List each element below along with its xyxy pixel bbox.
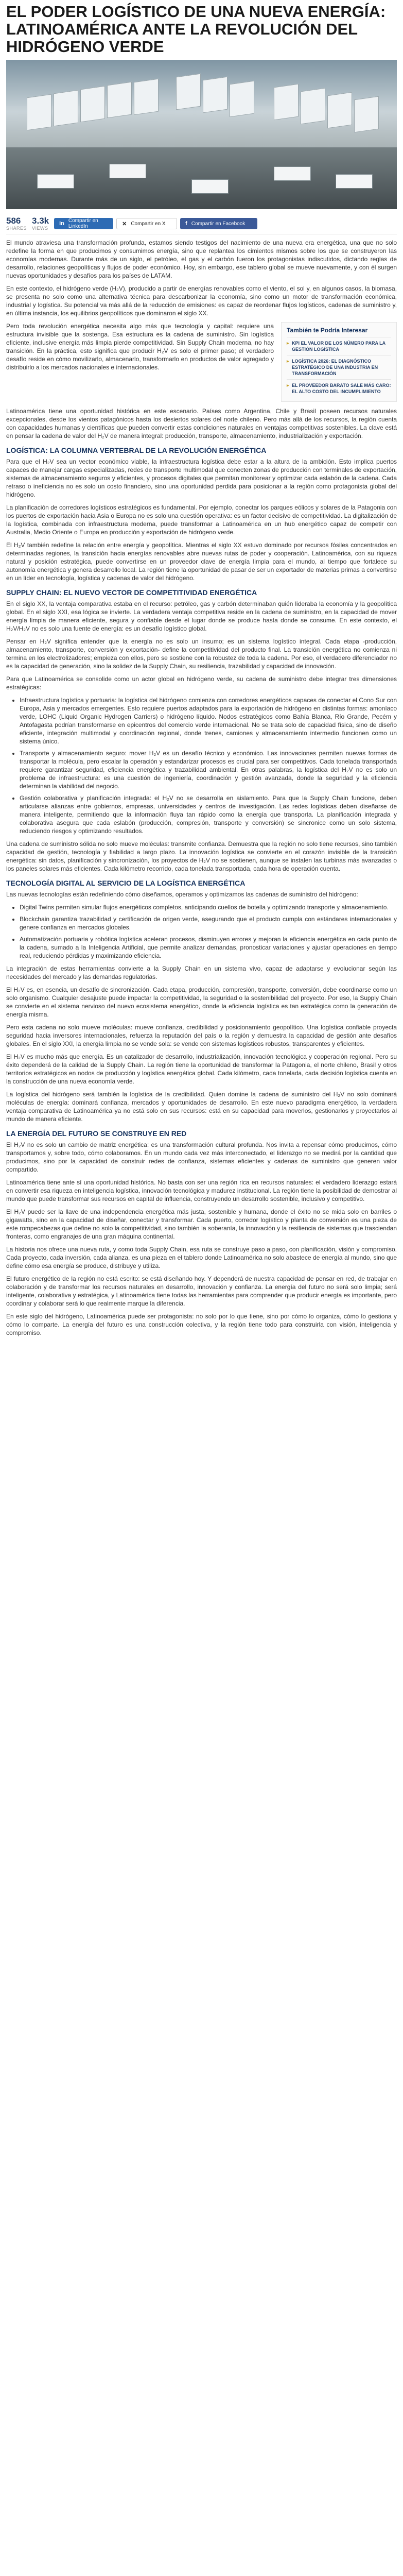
facebook-icon: f — [185, 221, 187, 227]
list-item: • Gestión colaborativa y planificación integrada: el H₂V no se desarrolla en aislamiento. Para que la Supply Chain funcione, deben articularse alianzas entre gobiernos, empresas, universidades y centros de investigación. Las redes logísticas deben diseñarse de manera inteligente, permitiendo que la información fluya tan rápido como la energía que transporta. La planificación integrada y colaborativa asegura que cada eslabón (producción, compresión, transporte y conversión) se sincronice como un solo sistema, reduciendo riesgos y optimizando resultados. — [20, 794, 397, 835]
list-item: • Digital Twins permiten simular flujos energéticos completos, anticipando cuellos de botella y optimizando transporte y almacenamiento. — [20, 903, 397, 911]
section-heading: SUPPLY CHAIN: EL NUEVO VECTOR DE COMPETITIVIDAD ENERGÉTICA — [6, 588, 257, 597]
intro-paragraph: El mundo atraviesa una transformación profunda, estamos siendo testigos del nacimiento de una nueva era energética, una que no solo redefine la forma en que producimos y consumimos energía, sino que replantea los cimientos mismos sobre los que se construyeron las economías modernas. Durante más de un siglo, el petróleo, el gas y el carbón fueron los protagonistas indiscutidos, dictando reglas de desarrollo, relaciones geopolíticas y flujos de poder económico. Hoy, sin embargo, ese tablero global se mueve nuevamente, y con él surgen nuevas oportunidades y desafíos para los países de LATAM. — [6, 239, 397, 279]
related-link[interactable]: ▶ EL PROVEEDOR BARATO SALE MÁS CARO: EL ALTO COSTO DEL INCUMPLIMIENTO — [287, 379, 391, 397]
paragraph: En el siglo XX, la ventaja comparativa estaba en el recurso: petróleo, gas y carbón determinaban quién lideraba la economía y la geopolítica global. En el siglo XXI, esa lógica se invierte. La verdadera ventaja competitiva reside en la cadena de suministro, en la capacidad de mover energía limpia de manera eficiente, segura y confiable desde el lugar donde se produce hasta donde se consume. En este contexto, el H₂V/H₂V no es solo una fuente de energía: es un desafío logístico global. — [6, 600, 397, 632]
dimensions-list — [6, 696, 397, 835]
paragraph: La historia nos ofrece una nueva ruta, y como toda Supply Chain, esa ruta se construye paso a paso, con planificación, visión y compromiso. Cada proyecto, cada inversión, cada alianza, es una pieza en el tablero donde Latinoamérica no solo abastece de energía al mundo, sino que define cómo esa energía se produce, distribuye y utiliza. — [6, 1246, 397, 1269]
section-heading: LA ENERGÍA DEL FUTURO SE CONSTRUYE EN RED — [6, 1129, 187, 1138]
paragraph: Para que el H₂V sea un vector económico viable, la infraestructura logística debe estar a la altura de la ambición. Esto implica puertos capaces de manejar cargas especializadas, redes de transporte multimodal que conecten zonas de producción con terminales de exportación, sistemas de almacenamiento seguros y eficientes, y procesos digitales que permitan monitorear y optimizar cada eslabón de la cadena. Cada retraso o ineficiencia no es solo un costo financiero, sino una oportunidad perdida para posicionar a la región como protagonista global del hidrógeno. — [6, 458, 397, 498]
paragraph: El H₂V puede ser la llave de una independencia energética más justa, sostenible y humana, donde el éxito no se mida solo en barriles o gigawatts, sino en la capacidad de diseñar, conectar y transformar. Cada puerto, corredor logístico y planta de conversión es una pieza de este rompecabezas que define no solo la competitividad, sino también la soberanía, la innovación y la resiliencia de sistemas que trasciendan fronteras, como engranajes de una gran máquina continental. — [6, 1208, 397, 1240]
paragraph: En este contexto, el hidrógeno verde (H₂V), producido a partir de energías renovables como el viento, el sol y, en algunos casos, la biomasa, se presenta no solo como una alternativa técnica para descarbonizar la economía, sino como un motor de transformación económica, industrial y logística. Su potencial va más allá de la reducción de emisiones: es capaz de reordenar flujos logísticos, cadenas de suministro y, en última instancia, los equilibrios geopolíticos que dominaron el siglo XX. — [6, 285, 397, 317]
paragraph: La integración de estas herramientas convierte a la Supply Chain en un sistema vivo, capaz de adaptarse y evolucionar según las necesidades del mercado y las demandas regulatorias. — [6, 965, 397, 980]
list-item: • Infraestructura logística y portuaria: la logística del hidrógeno comienza con corredores energéticos capaces de conectar el Cono Sur con Europa, Asia y mercados emergentes. Esto requiere puertos adaptados para la exportación de hidrógeno en distintas formas: amoníaco verde, LOHC (Liquid Organic Hydrogen Carriers) o hidrógeno líquido. Nodos estratégicos como Bahía Blanca, Río Grande, Pecém y Antofagasta podrían transformarse en epicentros del comercio verde internacional. No se trata solo de capacidad física, sino de diseño eficiente, integración multimodal y coordinación regional, donde trenes, camiones y almacenamiento intermedio funcionen como un sistema único. — [20, 696, 397, 745]
paragraph: Las nuevas tecnologías están redefiniendo cómo diseñamos, operamos y optimizamos las cadenas de suministro del hidrógeno: — [6, 891, 358, 898]
views-count: 3.3k — [32, 216, 49, 226]
linkedin-icon: in — [59, 221, 64, 227]
paragraph: Latinoamérica tiene una oportunidad histórica en este escenario. Países como Argentina, Chile y Brasil poseen recursos naturales excepcionales, desde los vientos patagónicos hasta los desiertos solares del norte chileno. Pero más allá de los recursos, la región cuenta con capacidades humanas y científicas que pueden convertir estas condiciones naturales en ventajas competitivas sostenibles. La clave está en pensar la cadena de valor del H₂V de manera integral: producción, transporte, almacenamiento, industrialización y exportación. — [6, 408, 397, 439]
section-heading: LOGÍSTICA: LA COLUMNA VERTEBRAL DE LA REVOLUCIÓN ENERGÉTICA — [6, 446, 267, 454]
shares-count: 586 — [6, 216, 21, 226]
content-with-sidebar — [6, 322, 397, 407]
technology-list — [6, 903, 397, 960]
shares-label: SHARES — [6, 226, 27, 231]
related-link[interactable]: ▶ KPI EL VALOR DE LOS NÚMERO PARA LA GESTIÓN LOGÍSTICA — [287, 337, 391, 355]
share-facebook-button[interactable] — [180, 218, 257, 229]
paragraph: El H₂V no es solo un cambio de matriz energética: es una transformación cultural profunda. Nos invita a repensar cómo producimos, cómo transportamos y, sobre todo, cómo colaboramos. En un mundo cada vez más interconectado, el liderazgo no se medirá por la cantidad que producimos, sino por la capacidad de construir redes de confianza, sistemas eficientes y cadenas de suministro que generen valor compartido. — [6, 1141, 397, 1173]
views-label: VIEWS — [32, 226, 48, 231]
paragraph: Una cadena de suministro sólida no solo mueve moléculas: transmite confianza. Demuestra que la región no solo tiene recursos, sino también capacidad de gestión, tecnología y fiabilidad a largo plazo. La innovación logística se convierte en el corazón invisible de la transición energética: sin datos, planificación y sincronización, los proyectos de H₂V no se sostienen, aunque se instalen las turbinas más avanzadas o los paneles solares más eficientes. Cada kilómetro recorrido, cada tonelada transportada, cada hora de operación cuenta. — [6, 840, 397, 872]
shares-stat — [6, 216, 27, 231]
paragraph: La planificación de corredores logísticos estratégicos es fundamental. Por ejemplo, conectar los parques eólicos y solares de la Patagonia con los puertos de exportación hacia Asia o Europa no es solo una cuestión operativa: es un factor decisivo de competitividad. La digitalización de la logística, combinada con infraestructura moderna, puede transformar a Latinoamérica en un hub energético capaz de competir con Australia, Medio Oriente o Europa en producción y exportación de hidrógeno verde. — [6, 504, 397, 536]
paragraph: Pensar en H₂V significa entender que la energía no es solo un insumo; es un sistema logístico integral. Cada etapa -producción, almacenamiento, transporte, conversión y exportación- define la competitividad del producto final. La transición energética no comienza ni termina en los electrolizadores; empieza con ellos, pero se sostiene con la robustez de toda la cadena. Por eso, el verdadero diferenciador no es la capacidad de generación, sino la solidez de la Supply Chain, su resiliencia, trazabilidad y capacidad de innovación. — [6, 638, 397, 670]
paragraph: Para que Latinoamérica se consolide como un actor global en hidrógeno verde, su cadena de suministro debe integrar tres dimensiones estratégicas: — [6, 675, 397, 691]
share-linkedin-button[interactable] — [54, 218, 113, 229]
paragraph: El futuro energético de la región no está escrito: se está diseñando hoy. Y dependerá de nuestra capacidad de pensar en red, de trabajar en colaboración y de transformar los recursos naturales en desarrollo, innovación y confianza. La energía del futuro no será solo limpia; será inteligente, colaborativa y estratégica, y Latinoamérica tiene todas las herramientas para comprender que producir energía es importante, pero coordinar y colaborar será lo que realmente marque la diferencia. — [6, 1275, 397, 1307]
paragraph: El H₂V es mucho más que energía. Es un catalizador de desarrollo, industrialización, innovación tecnológica y cooperación regional. Pero su éxito dependerá de la calidad de la Supply Chain. La región tiene la oportunidad de transformar la Patagonia, el norte chileno, Brasil y otros territorios estratégicos en nodos de producción y logística energética global. Cada kilómetro, cada tonelada, cada decisión logística cuenta en la construcción de una nueva economía verde. — [6, 1053, 397, 1085]
share-x-button[interactable] — [116, 218, 177, 229]
related-link[interactable]: ▶ LOGÍSTICA 2026: EL DIAGNÓSTICO ESTRATÉGICO DE UNA INDUSTRIA EN TRANSFORMACIÓN — [287, 355, 391, 379]
paragraph: La logística del hidrógeno será también la logística de la credibilidad. Quien domine la cadena de suministro del H₂V no solo dominará moléculas de energía: dominará confianza, mercados y oportunidades de desarrollo. En este nuevo paradigma energético, la verdadera ventaja comparativa de Latinoamérica ya no está solo en sus recursos: está en su capacidad para moverlos, gestionarlos y proyectarlos al mundo de manera eficiente. — [6, 1091, 397, 1123]
share-linkedin-label: Compartir en LinkedIn — [68, 218, 98, 229]
share-facebook-label: Compartir en Facebook — [191, 221, 246, 227]
views-stat — [32, 216, 49, 231]
paragraph: Pero toda revolución energética necesita algo más que tecnología y capital: requiere una estructura invisible que la sostenga. Esa estructura es la cadena de suministro. Sin logística eficiente, inclusive energía más limpia pierde competitividad. Sin Supply Chain moderna, no hay transición. En la práctica, esto significa que producir H₂V es solo el primer paso; el verdadero desafío reside en cómo movilizarlo, almacenarlo, transformarlo en productos de valor agregado y distribuirlo a los mercados nacionales e internacionales. — [6, 323, 274, 371]
share-x-label: Compartir en X — [131, 221, 166, 227]
list-item: • Automatización portuaria y robótica logística aceleran procesos, disminuyen errores y mejoran la eficiencia energética en cada punto de la cadena, sumado a la Inteligencia Artificial, que permite analizar demandas, pronosticar variaciones y ajustar operaciones en tiempo real, reduciendo pérdidas y maximizando eficiencia. — [20, 935, 397, 960]
paragraph: En este siglo del hidrógeno, Latinoamérica puede ser protagonista: no solo por lo que tiene, sino por cómo lo organiza, cómo lo gestiona y cómo lo comparte. La energía del futuro es una construcción colectiva, y la región tiene todo para construirla con visión, inteligencia y compromiso. — [6, 1313, 397, 1336]
hero-image — [6, 60, 397, 209]
x-icon: ✕ — [122, 221, 127, 227]
list-item: • Blockchain garantiza trazabilidad y certificación de origen verde, asegurando que el producto cumpla con estándares internacionales y genere confianza en mercados globales. — [20, 915, 397, 931]
section-heading: TECNOLOGÍA DIGITAL AL SERVICIO DE LA LOGÍSTICA ENERGÉTICA — [6, 879, 246, 887]
share-bar — [6, 213, 397, 234]
page-title: EL PODER LOGÍSTICO DE UNA NUEVA ENERGÍA: LATINOAMÉRICA ANTE LA REVOLUCIÓN DEL HIDRÓGENO VERDE — [6, 3, 386, 56]
paragraph: Pero esta cadena no solo mueve moléculas: mueve confianza, credibilidad y posicionamiento geopolítico. Una logística confiable proyecta seguridad hacia inversores internacionales, refuerza la reputación del país o la región y demuestra la capacidad de gestión ante desafíos globales. En el siglo XXI, la energía limpia no se vende sola: se vende con sistemas logísticos robustos, transparentes y eficientes. — [6, 1024, 397, 1047]
related-sidebar — [281, 322, 397, 402]
list-item: • Transporte y almacenamiento seguro: mover H₂V es un desafío técnico y económico. Las innovaciones permiten nuevas formas de transportar la molécula, pero escalar la operación y estandarizar procesos es crucial para ser competitivos. Cada tonelada transportada requiere garantizar seguridad, eficiencia energética y trazabilidad ambiental. En otras palabras, la logística del H₂V no es solo un problema de infraestructura: es una cuestión de ingeniería, coordinación y gestión avanzada, donde la seguridad y la eficiencia determinan la viabilidad del negocio. — [20, 749, 397, 790]
paragraph: El H₂V también redefine la relación entre energía y geopolítica. Mientras el siglo XX estuvo dominado por recursos fósiles concentrados en determinadas regiones, la transición hacia energías renovables abre nuevas rutas de poder y cooperación. Latinoamérica, con su riqueza natural y posición estratégica, puede convertirse en un proveedor clave de energía limpia para el mundo, al tiempo que fortalece su autonomía energética y genera desarrollo local. La región tiene la oportunidad de pasar de ser un exportador de materias primas a convertirse en un líder en tecnología, logística y cadenas de valor del hidrógeno. — [6, 541, 397, 582]
paragraph: El H₂V es, en esencia, un desafío de sincronización. Cada etapa, producción, compresión, transporte, conversión, debe coordinarse como un solo organismo. Cualquier desajuste puede impactar la competitividad, la seguridad o la sostenibilidad del proyecto. Por eso, la Supply Chain se convierte en el sistema nervioso del nuevo ecosistema energético, donde la eficiencia logística es tan estratégica como la generación de energía misma. — [6, 986, 397, 1018]
related-title: También te Podría Interesar — [287, 327, 368, 334]
related-list — [287, 337, 391, 397]
paragraph: Latinoamérica tiene ante sí una oportunidad histórica. No basta con ser una región rica en recursos naturales: el verdadero liderazgo estará en convertir esa riqueza en inteligencia logística, innovación tecnológica y madurez institucional. La región tiene la posibilidad de demostrar al mundo que puede transformar sus recursos en capital de influencia, construyendo un desarrollo sostenible, inclusivo y competitivo. — [6, 1179, 397, 1202]
